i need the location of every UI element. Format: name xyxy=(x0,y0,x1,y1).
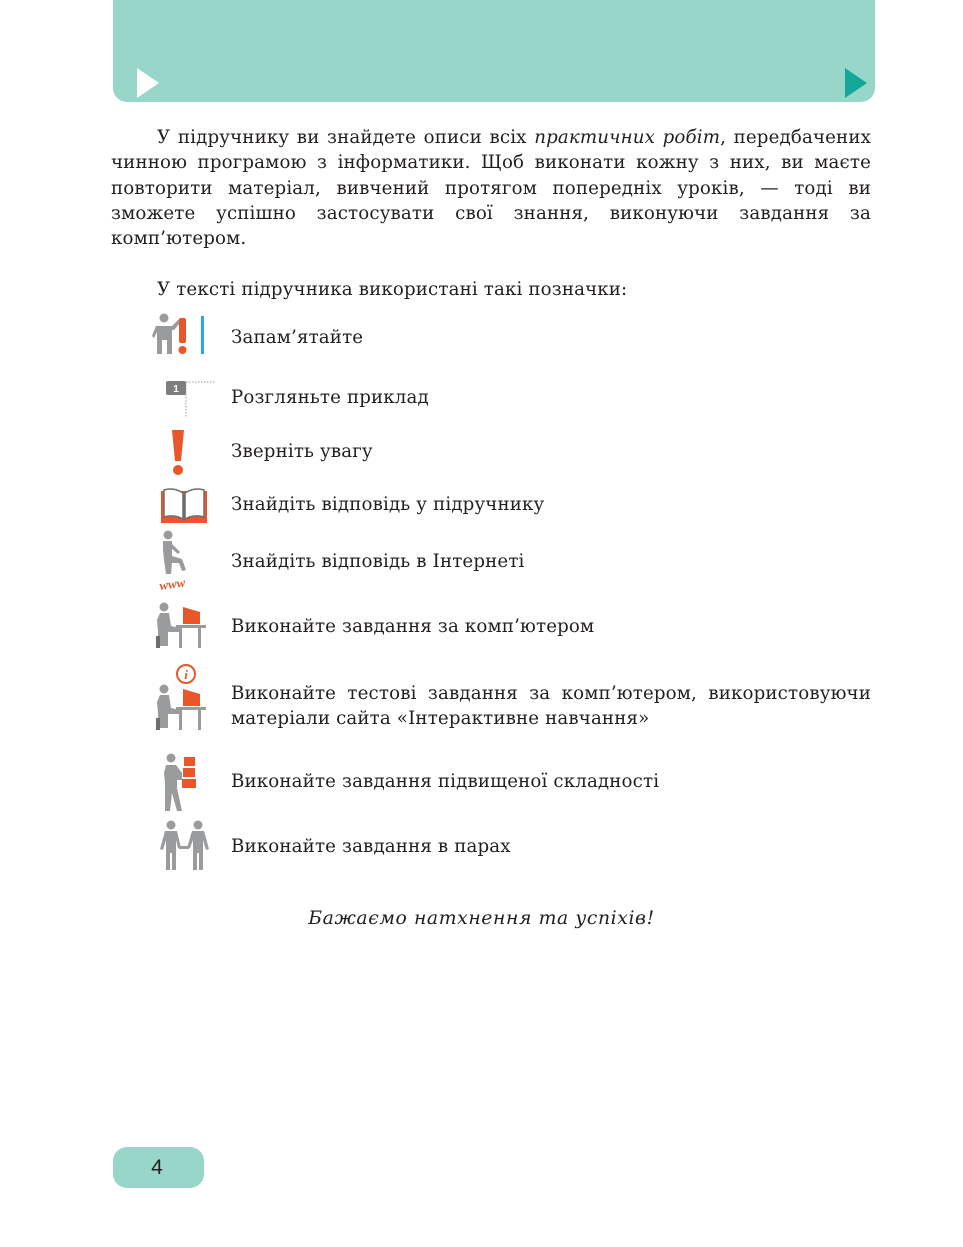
pair-work-icon xyxy=(152,820,212,880)
intro-paragraph xyxy=(111,125,871,251)
legend-label-interactive-test: Виконайте тестові завдання за комп’ютером, використовуючи матеріали сайта «Інтерактивне навчання» xyxy=(231,683,871,730)
computer-task-icon xyxy=(152,602,212,662)
legend-label-attention: Зверніть увагу xyxy=(231,441,373,462)
legend-label-hard-task: Виконайте завдання підвищеної складності xyxy=(231,771,660,792)
play-arrow-right-icon xyxy=(845,68,867,98)
legend-intro: У тексті підручника використані такі позначки: xyxy=(157,279,628,300)
interactive-test-icon xyxy=(152,663,212,723)
legend-label-internet: Знайдіть відповідь в Інтернеті xyxy=(231,551,525,572)
page-number: 4 xyxy=(151,1156,163,1179)
legend-label-book: Знайдіть відповідь у підручнику xyxy=(231,494,545,515)
attention-icon xyxy=(152,428,212,488)
hard-task-icon xyxy=(152,753,212,813)
svg-text:i: i xyxy=(184,667,188,682)
legend-label-remember: Запам’ятайте xyxy=(231,327,364,348)
closing-wish: Бажаємо натхнення та успіхів! xyxy=(308,908,655,929)
svg-text:www: www xyxy=(158,574,187,593)
internet-icon xyxy=(152,530,212,593)
intro-emphasis: практичних робіт xyxy=(534,127,721,148)
play-arrow-left-icon xyxy=(137,68,159,98)
page-number-tab xyxy=(113,1147,204,1188)
legend-label-example: Розгляньте приклад xyxy=(231,387,429,408)
legend-label-computer-task: Виконайте завдання за комп’ютером xyxy=(231,616,595,637)
header-banner xyxy=(113,0,875,102)
remember-icon xyxy=(152,312,212,372)
intro-text-start: У підручнику ви знайдете описи всіх xyxy=(157,127,535,148)
legend-label-pair-work: Виконайте завдання в парах xyxy=(231,836,511,857)
example-badge: 1 xyxy=(173,384,179,395)
intro-text-end: , передбачених чинною програмою з інформатики. Щоб виконати кожну з них, ви маєте повторити матеріал, вивчений протягом попередніх уроків, — тоді ви зможете успішно застосувати свої знання, виконуючи завдання за комп’ютером. xyxy=(111,127,871,250)
